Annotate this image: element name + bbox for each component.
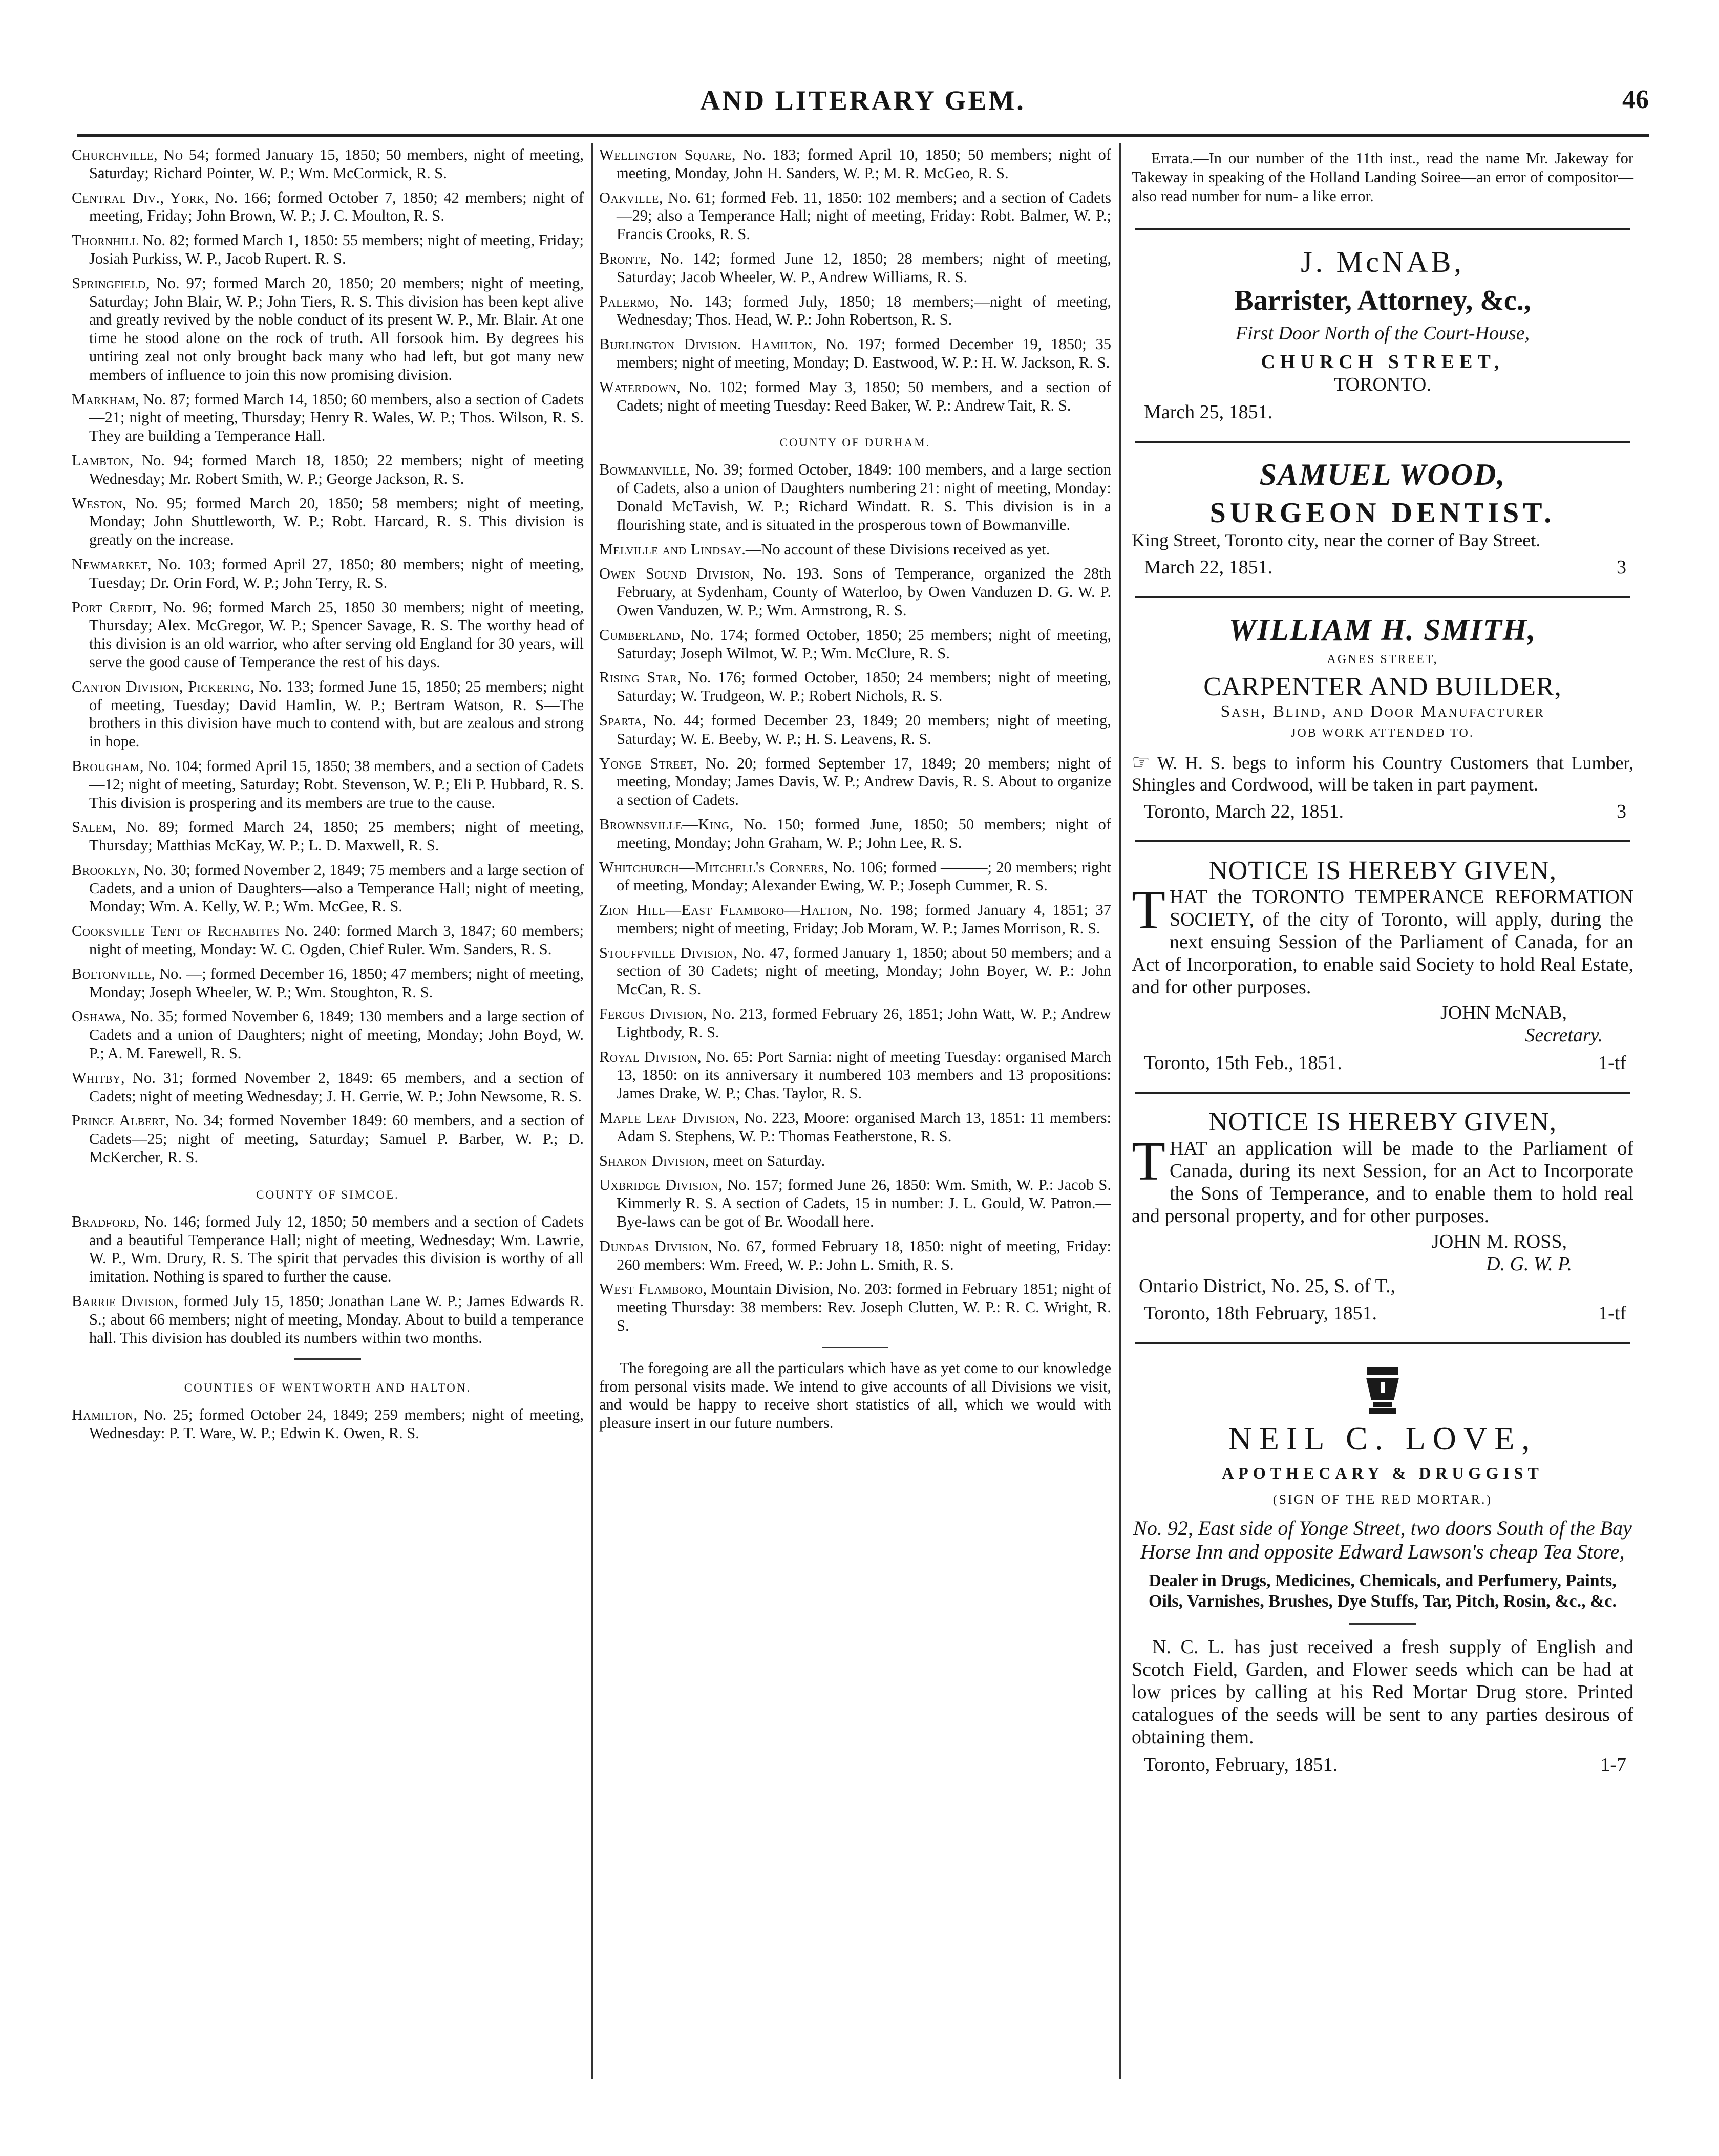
division-entry (72, 1112, 584, 1166)
division-name: Burlington Division. Hamilton (599, 335, 813, 353)
division-entry (72, 189, 584, 226)
trade: APOTHECARY & DRUGGIST (1222, 1464, 1543, 1482)
notice-text: HAT an application will be made to the Parliament of Canada, during its next Session, for an Act to Incorporate the Sons of Temperance, and to enable them to hold real and personal property, and for other purposes. (1132, 1138, 1633, 1227)
ad-divider (1135, 441, 1630, 443)
profession: Barrister, Attorney, &c., (1234, 285, 1531, 316)
division-details: , No. 95; formed March 20, 1850; 58 members; night of meeting, Monday; John Shuttleworth, W. P.; Robt. Harcard, R. S. This division is greatly on the increase. (89, 494, 584, 549)
division-details: , No. 213, formed February 26, 1851; John Watt, W. P.; Andrew Lightbody, R. S. (617, 1005, 1111, 1041)
mortar-icon (1132, 1363, 1633, 1415)
division-name: Owen Sound Division (599, 565, 750, 583)
advertiser-name: NEIL C. LOVE, (1228, 1420, 1537, 1457)
division-entry (599, 1109, 1111, 1146)
division-name: Brougham (72, 757, 140, 775)
running-head (77, 84, 1649, 131)
division-details: , No. 146; formed July 12, 1850; 50 members and a section of Cadets and a beautiful Temperance Hall; night of meeting, Wednesday; Wm. Lawrie, W. P., Wm. Drury, R. S. The spirit that pervades this division is worthy of all imitation. Nothing is spared to further the cause. (89, 1212, 584, 1286)
division-details: , No. 176; formed October, 1850; 24 members; night of meeting, Saturday; W. Trudgeon, W. P.; Robert Nichols, R. S. (617, 669, 1111, 705)
division-entry (599, 901, 1111, 938)
division-entry (599, 335, 1111, 372)
signature: JOHN M. ROSS, (1432, 1231, 1567, 1252)
advertiser-name: WILLIAM H. SMITH, (1228, 613, 1537, 647)
division-name: Brownsville—King (599, 815, 730, 833)
division-entry (599, 712, 1111, 749)
signature: JOHN McNAB, (1440, 1002, 1567, 1023)
ad-date-line (1132, 1754, 1633, 1776)
division-entry (599, 1237, 1111, 1274)
page-number: 46 (1622, 85, 1649, 114)
division-entry (72, 861, 584, 916)
manufacturer: Sash, Blind, and Door Manufacturer (1220, 702, 1545, 721)
division-details: , No. 133; formed June 15, 1850; 25 members; night of meeting, Tuesday; David Hamlin, W. P.; Bertram Watson, R. S—The brothers in this division have much to contend with, but are zealous and strong in hope. (89, 677, 584, 751)
column-divider (1119, 143, 1121, 2079)
division-name: Brooklyn (72, 861, 136, 879)
division-name: Boltonville (72, 965, 152, 983)
division-entry (72, 1008, 584, 1062)
division-name: Melville and Lindsay (599, 540, 742, 558)
division-details: , No. 198; formed January 4, 1851; 37 members; night of meeting, Friday; Job Moram, W. P.; James Morrison, R. S. (617, 901, 1111, 937)
running-title: AND LITERARY GEM. (700, 85, 1026, 116)
advertiser-name: SAMUEL WOOD, (1259, 458, 1506, 492)
division-name: Rising Star (599, 669, 677, 687)
notice-heading: NOTICE IS HEREBY GIVEN, (1208, 856, 1557, 885)
division-list (599, 146, 1111, 415)
mortar-and-pestle-icon (1362, 1363, 1403, 1415)
division-entry (599, 146, 1111, 183)
division-entry (599, 1152, 1111, 1170)
insertion-mark: 1-tf (1598, 1303, 1626, 1324)
division-name: Fergus Division (599, 1005, 703, 1023)
division-details: , No. 61; formed Feb. 11, 1850: 102 members; and a section of Cadets—29; also a Temperance Hall; night of meeting, Friday: Robt. Balmer, W. P.; Francis Crooks, R. S. (617, 188, 1111, 243)
division-entry (599, 1048, 1111, 1103)
division-details: , No. 47, formed January 1, 1850; about 50 members; and a section of 30 Cadets; night of meeting, Monday; John Boyer, W. P.: John McCan, R. S. (617, 944, 1111, 998)
customer-notice-text: W. H. S. begs to inform his Country Customers that Lumber, Shingles and Cordwood, will be taken in part payment. (1132, 753, 1633, 795)
division-details: , No. 94; formed March 18, 1850; 22 members; night of meeting Wednesday; Mr. Robert Smith, W. P.; George Jackson, R. S. (89, 451, 584, 487)
division-name: Canton Division, Pickering (72, 677, 251, 695)
division-details: , No. 183; formed April 10, 1850; 50 members; night of meeting, Monday, John H. Sanders, W. P.; M. R. McGeo, R. S. (617, 146, 1111, 182)
division-entry (599, 541, 1111, 559)
ad-date-line (1132, 401, 1633, 423)
street: AGNES STREET, (1327, 653, 1438, 666)
division-name: Stouffville Division (599, 944, 734, 962)
division-entry (72, 274, 584, 385)
division-list (599, 461, 1111, 1335)
division-name: Springfield (72, 274, 146, 292)
division-name: West Flamboro (599, 1280, 703, 1298)
ad-date-line (1132, 800, 1633, 823)
drop-cap: T (1132, 880, 1165, 941)
county-heading: COUNTIES OF WENTWORTH AND HALTON. (184, 1381, 472, 1395)
drop-cap: T (1132, 1131, 1165, 1192)
ad-date: Toronto, March 22, 1851. (1144, 801, 1344, 822)
address: No. 92, East side of Yonge Street, two doors South of the Bay Horse Inn and opposite Edward Lawson's cheap Tea Store, (1133, 1517, 1632, 1563)
division-list (72, 1213, 584, 1348)
division-name: Thornhill (72, 231, 139, 249)
division-list (72, 146, 584, 1167)
division-details: , No. 143; formed July, 1850; 18 members;—night of meeting, Wednesday; Thos. Head, W. P.: John Robertson, R. S. (617, 292, 1111, 329)
division-name: Churchville, No 54 (72, 146, 205, 163)
division-name: Dundas Division (599, 1237, 708, 1255)
division-entry (72, 678, 584, 751)
county-heading: COUNTY OF SIMCOE. (256, 1188, 399, 1201)
division-name: Port Credit (72, 598, 153, 616)
division-name: Lambton (72, 451, 130, 469)
closing-note: The foregoing are all the particulars which have as yet come to our knowledge from personal visits made. We intend to give accounts of all Divisions we visit, and would be happy to receive short statistics of all, which we would with pleasure insert in our future numbers. (599, 1359, 1111, 1432)
division-name: Cooksville Tent of Rechabites (72, 922, 280, 940)
section-rule (822, 1347, 888, 1348)
ad-divider (1135, 1342, 1630, 1344)
ad-divider (1135, 1092, 1630, 1094)
ad-date: Toronto, 18th February, 1851. (1144, 1303, 1377, 1324)
division-details: , No. 65: Port Sarnia: night of meeting Tuesday: organised March 13, 1850: on its anniversary it numbered 103 members and 13 propositions: James Drake, W. P.; Chas. Taylor, R. S. (617, 1048, 1111, 1102)
division-name: Oshawa (72, 1008, 122, 1026)
division-entry (599, 461, 1111, 534)
ad-mcnab (1127, 238, 1639, 434)
division-details: , No. 87; formed March 14, 1850; 60 members, also a section of Cadets—21; night of meeting, Thursday; Henry R. Wales, W. P.; Thos. Wilson, R. S. They are building a Temperance Hall. (89, 390, 584, 445)
division-entry (72, 231, 584, 268)
division-details: , No. 97; formed March 20, 1850; 20 members; night of meeting, Saturday; John Blair, W. P.; John Tiers, R. S. This division has been kept alive and greatly revived by the noble conduct of its present W. P., Mr. Blair. At one time he stood alone on the rock of truth. All forsook him. By degrees his untiring zeal not only brought back many who had left, but got many new members of influence to join this now promising division. (89, 274, 584, 383)
division-name: Barrie Division (72, 1292, 175, 1310)
division-entry (72, 922, 584, 959)
division-name: Wellington Square (599, 146, 732, 163)
division-details: , No. 31; formed November 2, 1849: 65 members, and a section of Cadets; night of meeting Wednesday; J. H. Gerrie, W. P.; John Newsome, R. S. (89, 1069, 584, 1105)
division-name: Salem (72, 818, 112, 836)
division-entry (72, 965, 584, 1002)
pointing-hand-icon: ☞ (1132, 751, 1150, 774)
address: King Street, Toronto city, near the corner of Bay Street. (1132, 530, 1541, 550)
division-details: , No. 20; formed September 17, 1849; 20 members; night of meeting, Monday; James Davis, W. P.; Andrew Davis, R. S. About to organize a section of Cadets. (617, 754, 1111, 809)
division-details: , No. 67, formed February 18, 1850: night of meeting, Friday: 260 members: Wm. Freed, W. P.: John L. Smith, R. S. (617, 1237, 1111, 1273)
division-details: , No. 102; formed May 3, 1850; 50 members, and a section of Cadets; night of meeting Tuesday: Reed Baker, W. P.: Andrew Tait, R. S. (617, 378, 1111, 414)
division-entry (72, 1213, 584, 1286)
division-details: , No. 103; formed April 27, 1850; 80 members; night of meeting, Tuesday; Dr. Orin Ford, W. P.; John Terry, R. S. (89, 555, 584, 591)
profession: SURGEON DENTIST. (1209, 497, 1556, 529)
division-entry (72, 1292, 584, 1347)
dealer-description: Dealer in Drugs, Medicines, Chemicals, and Perfumery, Paints, Oils, Varnishes, Brushes, Dye Stuffs, Tar, Pitch, Rosin, &c., &c. (1148, 1571, 1617, 1611)
ad-date-line (1132, 556, 1633, 579)
division-list (72, 1406, 584, 1443)
insertion-mark: 1-7 (1600, 1754, 1626, 1776)
division-details: , No. 197; formed December 19, 1850; 35 members; night of meeting, Monday; D. Eastwood, W. P.: H. W. Jackson, R. S. (617, 335, 1111, 371)
division-name: Markham (72, 390, 135, 408)
division-entry (72, 1069, 584, 1106)
division-entry (599, 250, 1111, 287)
division-name: Sparta (599, 711, 642, 729)
notice-sons-of-temperance (1127, 1101, 1639, 1335)
shop-sign: (SIGN OF THE RED MORTAR.) (1272, 1492, 1493, 1507)
street: CHURCH STREET, (1261, 351, 1504, 373)
division-name: Bronte (599, 249, 647, 267)
division-name: Prince Albert (72, 1112, 165, 1129)
division-entry (72, 452, 584, 488)
division-name: Yonge Street (599, 754, 694, 772)
ad-date-line (1132, 1302, 1633, 1325)
division-details: , No. 44; formed December 23, 1849; 20 members; night of meeting, Saturday; W. E. Beeby, W. P.; H. S. Leavens, R. S. (617, 711, 1111, 748)
insertion-mark: 3 (1617, 801, 1626, 822)
ad-date: Toronto, February, 1851. (1144, 1754, 1338, 1776)
insertion-mark: 3 (1617, 557, 1626, 578)
division-entry (72, 757, 584, 812)
division-details: , No. 89; formed March 24, 1850; 25 members; night of meeting, Thursday; Matthias McKay, W. P.; L. D. Maxwell, R. S. (89, 818, 584, 855)
division-name: Oakville (599, 188, 659, 206)
district: Ontario District, No. 25, S. of T., (1139, 1275, 1395, 1297)
division-details: , No. —; formed December 16, 1850; 47 members; night of meeting, Monday; Joseph Wheeler, W. P.; Wm. Stoughton, R. S. (89, 965, 584, 1001)
division-details: , No. 193. Sons of Temperance, organized the 28th February, at Sydenham, County of Waterloo, by Owen Vanduzen D. G. W. P. Owen Vanduzen, W. P.; Wm. Armstrong, R. S. (617, 565, 1111, 619)
division-details: , No. 39; formed October, 1849: 100 members, and a large section of Cadets, also a union of Daughters numbering 21: night of meeting, Monday: Donald McTavish, W. P.; Richard Windatt. R. S. This division is in a flourishing state, and is situated in the prosperous town of Bowmanville. (617, 461, 1111, 533)
location: First Door North of the Court-House, (1235, 323, 1530, 344)
job-notice: JOB WORK ATTENDED TO. (1291, 727, 1474, 740)
division-entry (599, 755, 1111, 809)
notice-heading: NOTICE IS HEREBY GIVEN, (1208, 1107, 1557, 1137)
division-name: Central Div., York (72, 188, 205, 206)
division-entry (599, 1280, 1111, 1335)
division-name: Uxbridge Division (599, 1176, 719, 1194)
division-name: Palermo (599, 292, 655, 310)
ad-neil-love (1127, 1351, 1639, 1786)
division-details: , Mountain Division, No. 203: formed in February 1851; night of meeting Thursday: 38 members: Rev. Joseph Clutten, W. P.: R. C. Wright, R. S. (617, 1280, 1111, 1335)
ad-date-line (1132, 1052, 1633, 1074)
division-details: , No. 96; formed March 25, 1850 30 members; night of meeting, Thursday; Alex. McGregor, W. P.; Spencer Savage, R. S. The worthy head of this division is an old warrior, who after serving old England for 30 years, will serve the good cause of Temperance the rest of his days. (89, 598, 584, 671)
division-details: .—No account of these Divisions received as yet. (741, 540, 1050, 558)
division-name: Sharon Division (599, 1151, 705, 1169)
division-details: ; formed January 15, 1850; 50 members, night of meeting, Saturday; Richard Pointer, W. P.; Wm. McCormick, R. S. (89, 146, 584, 182)
division-name: Whitby (72, 1069, 121, 1086)
division-name: Royal Division (599, 1048, 698, 1065)
division-details: , No. 34; formed November 1849: 60 members, and a section of Cadets—25; night of meeting, Saturday; Samuel P. Barber, W. P.; D. McKercher, R. S. (89, 1112, 584, 1166)
division-entry (72, 146, 584, 183)
erratum-text: Errata.—In our number of the 11th inst., read the name Mr. Jakeway for Takeway in speaking of the Holland Landing Soiree—an error of compositor—also read number for num- a like error. (1132, 150, 1633, 205)
column-1 (72, 146, 584, 2076)
division-name: Maple Leaf Division (599, 1109, 736, 1127)
column-2 (599, 146, 1111, 2076)
division-entry (599, 1176, 1111, 1231)
signatory-role: Secretary. (1525, 1024, 1603, 1046)
notice-body (1132, 1131, 1633, 1227)
advertiser-name: J. McNAB, (1301, 245, 1465, 279)
division-entry (599, 189, 1111, 244)
division-entry (599, 1005, 1111, 1042)
division-name: Waterdown (599, 378, 677, 396)
division-name: Zion Hill—East Flamboro—Halton (599, 901, 848, 919)
division-name: Bradford (72, 1212, 136, 1230)
division-entry (72, 495, 584, 549)
division-entry (599, 944, 1111, 999)
division-details: , formed July 15, 1850; Jonathan Lane W. P.; James Edwards R. S.; about 66 members; night of meeting, Monday. About to build a temperance hall. This division has doubled its numbers within two months. (89, 1292, 584, 1347)
ad-divider (1135, 840, 1630, 842)
division-name: Cumberland (599, 626, 681, 644)
county-heading: COUNTY OF DURHAM. (779, 436, 931, 450)
division-entry (72, 599, 584, 672)
division-entry (72, 818, 584, 855)
customer-notice (1132, 752, 1633, 795)
division-entry (599, 669, 1111, 706)
erratum (1127, 146, 1639, 221)
division-name: Weston (72, 494, 123, 512)
division-entry (599, 626, 1111, 663)
division-details: , No. 106; formed ———; 20 members; right of meeting, Monday; Alexander Ewing, W. P.; Joseph Cummer, R. S. (617, 858, 1111, 894)
ad-smith (1127, 605, 1639, 833)
division-details: , No. 157; formed June 26, 1850: Wm. Smith, W. P.: Jacob S. Kimmerly R. S. A section of Cadets, 15 in number: J. L. Gould, W. Patron.—Bye-laws can be got of Br. Woodall here. (617, 1176, 1111, 1231)
ad-date: March 25, 1851. (1144, 401, 1273, 423)
ad-wood (1127, 450, 1639, 589)
ad-date: Toronto, 15th Feb., 1851. (1144, 1052, 1342, 1074)
division-details: , No. 150; formed June, 1850; 50 members; night of meeting, Monday; John Graham, W. P.; John Lee, R. S. (617, 815, 1111, 851)
division-name: Hamilton (72, 1406, 134, 1424)
division-details: , meet on Saturday. (705, 1151, 825, 1169)
ad-divider (1135, 596, 1630, 598)
insertion-mark: 1-tf (1598, 1052, 1626, 1074)
ad-body: N. C. L. has just received a fresh supply of English and Scotch Field, Garden, and Flower seeds which can be had at low prices by calling at his Red Mortar Drug store. Printed catalogues of the seeds will be sent to any parties desirous of obtaining them. (1132, 1636, 1633, 1748)
division-details: , No. 104; formed April 15, 1850; 38 members, and a section of Cadets—12; night of meeting, Saturday; Robt. Stevenson, W. P.; Eli P. Hubbard, R. S. This division is prospering and its members are true to the cause. (89, 757, 584, 812)
notice-text: HAT the TORONTO TEMPERANCE REFORMATION SOCIETY, of the city of Toronto, will apply, during the next ensuing Session of the Parliament of Canada, for an Act of Incorporation, to enable said Society to hold Real Estate, and for other purposes. (1132, 886, 1633, 998)
ad-date: March 22, 1851. (1144, 557, 1273, 578)
division-entry (72, 391, 584, 445)
division-details: , No. 30; formed November 2, 1849; 75 members and a large section of Cadets, and a union of Daughters—also a Temperance Hall; night of meeting, Monday; Wm. A. Kelly, W. P.; Wm. McGee, R. S. (89, 861, 584, 915)
division-details: , No. 25; formed October 24, 1849; 259 members; night of meeting, Wednesday: P. T. Ware, W. P.; Edwin K. Owen, R. S. (89, 1406, 584, 1442)
section-rule (294, 1358, 361, 1360)
division-entry (599, 293, 1111, 330)
division-name: Whitchurch—Mitchell's Corners (599, 858, 824, 876)
division-details: , No. 174; formed October, 1850; 25 members; night of meeting, Saturday; Joseph Wilmot, W. P.; Wm. McClure, R. S. (617, 626, 1111, 662)
division-details: , No. 166; formed October 7, 1850; 42 members; night of meeting, Friday; John Brown, W. P.; J. C. Moulton, R. S. (89, 188, 584, 225)
trade: CARPENTER AND BUILDER, (1203, 672, 1562, 701)
division-details: , No. 223, Moore: organised March 13, 1851: 11 members: Adam S. Stephens, W. P.: Thomas Featherstone, R. S. (617, 1109, 1111, 1145)
notice-temperance-society (1127, 849, 1639, 1084)
division-name: Bowmanville (599, 461, 687, 479)
header-rule (77, 134, 1649, 137)
notice-body (1132, 880, 1633, 998)
division-entry (599, 378, 1111, 415)
division-entry (72, 556, 584, 592)
column-3-advertisements (1127, 146, 1639, 2076)
division-details: No. 82; formed March 1, 1850: 55 members; night of meeting, Friday; Josiah Purkiss, W. P., Jacob Rupert. R. S. (89, 231, 584, 267)
division-details: , No. 35; formed November 6, 1849; 130 members and a large section of Cadets and a union of Daughters; night of meeting, Monday; John Boyd, W. P.; A. M. Farewell, R. S. (89, 1008, 584, 1062)
division-details: No. 240: formed March 3, 1847; 60 members; night of meeting, Monday: W. C. Ogden, Chief Ruler. Wm. Sanders, R. S. (89, 922, 584, 958)
division-name: Newmarket (72, 555, 147, 573)
ad-divider (1135, 228, 1630, 230)
division-entry (599, 816, 1111, 852)
section-rule (1349, 1623, 1416, 1625)
division-details: , No. 142; formed June 12, 1850; 28 members; night of meeting, Saturday; Jacob Wheeler, W. P., Andrew Williams, R. S. (617, 249, 1111, 286)
division-entry (599, 565, 1111, 620)
division-entry (599, 859, 1111, 895)
division-entry (72, 1406, 584, 1443)
signatory-role: D. G. W. P. (1486, 1253, 1572, 1275)
column-divider (591, 143, 593, 2079)
city: TORONTO. (1334, 374, 1431, 395)
